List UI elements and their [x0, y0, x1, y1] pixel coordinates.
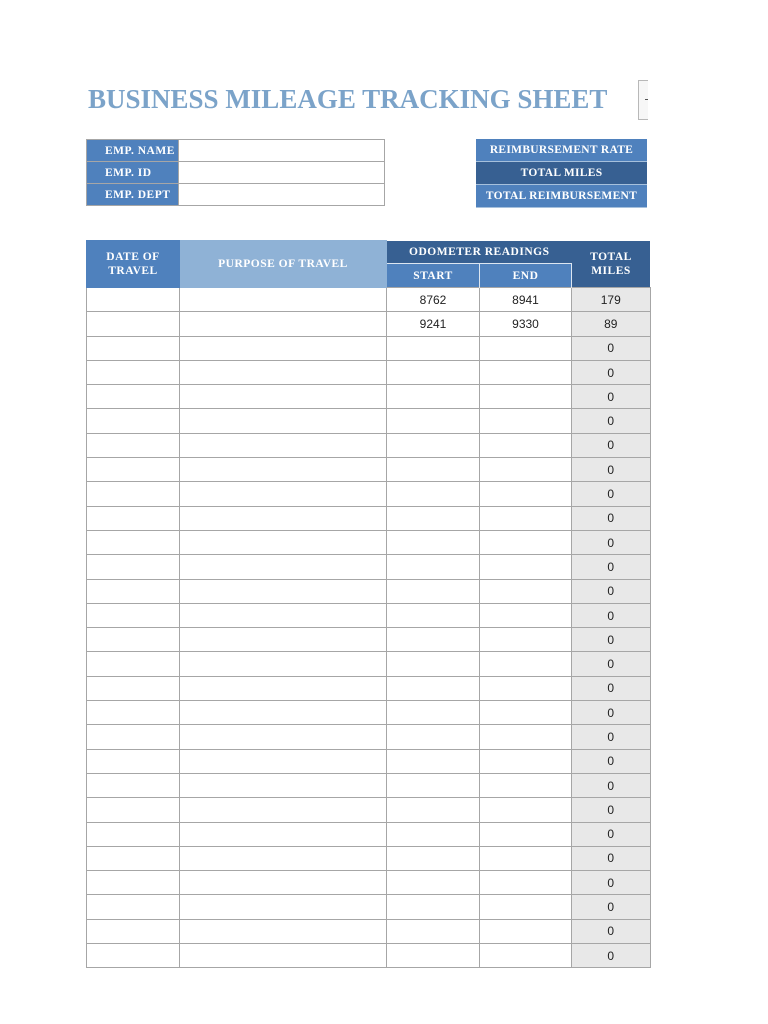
purpose-cell[interactable] — [180, 846, 387, 870]
purpose-cell[interactable] — [180, 458, 387, 482]
odometer-end-cell[interactable] — [480, 652, 572, 676]
date-cell[interactable] — [87, 336, 180, 360]
purpose-of-travel-header: PURPOSE OF TRAVEL — [180, 241, 387, 288]
odometer-start-cell[interactable] — [387, 944, 480, 968]
purpose-cell[interactable] — [180, 433, 387, 457]
odometer-end-cell[interactable] — [480, 895, 572, 919]
date-cell[interactable] — [87, 798, 180, 822]
date-cell[interactable] — [87, 530, 180, 554]
odometer-start-cell[interactable] — [387, 458, 480, 482]
total-miles-label: TOTAL MILES — [476, 162, 647, 185]
employee-info-table — [86, 139, 385, 206]
odometer-end-cell[interactable] — [480, 676, 572, 700]
odometer-start-cell[interactable] — [387, 773, 480, 797]
table-row — [87, 944, 651, 968]
table-row — [87, 822, 651, 846]
odometer-end-cell[interactable] — [480, 579, 572, 603]
odometer-start-cell[interactable] — [387, 579, 480, 603]
date-cell[interactable] — [87, 312, 180, 336]
odometer-start-cell[interactable] — [387, 895, 480, 919]
odometer-end-cell[interactable] — [480, 482, 572, 506]
odometer-readings-header: ODOMETER READINGS — [387, 241, 572, 264]
total-miles-cell: 0 — [572, 822, 651, 846]
odometer-end-cell[interactable] — [480, 846, 572, 870]
purpose-cell[interactable] — [180, 919, 387, 943]
total-miles-cell: 0 — [572, 458, 651, 482]
purpose-cell[interactable] — [180, 944, 387, 968]
odometer-end-cell[interactable] — [480, 725, 572, 749]
purpose-cell[interactable] — [180, 288, 387, 312]
total-miles-cell: 0 — [572, 749, 651, 773]
purpose-cell[interactable] — [180, 409, 387, 433]
table-row — [87, 846, 651, 870]
table-row — [87, 749, 651, 773]
purpose-cell[interactable] — [180, 871, 387, 895]
odometer-start-cell[interactable] — [387, 822, 480, 846]
odometer-end-cell[interactable] — [480, 749, 572, 773]
table-row — [87, 360, 651, 384]
odometer-end-cell[interactable] — [480, 458, 572, 482]
table-row — [87, 579, 651, 603]
purpose-cell[interactable] — [180, 773, 387, 797]
date-cell[interactable] — [87, 628, 180, 652]
odometer-end-cell[interactable] — [480, 336, 572, 360]
total-miles-cell: 0 — [572, 652, 651, 676]
odometer-start-header: START — [387, 264, 480, 288]
date-cell[interactable] — [87, 822, 180, 846]
total-miles-cell: 0 — [572, 895, 651, 919]
total-miles-cell: 0 — [572, 433, 651, 457]
odometer-end-cell[interactable] — [480, 506, 572, 530]
reimbursement-summary-table — [476, 139, 647, 208]
odometer-start-cell[interactable] — [387, 482, 480, 506]
purpose-cell[interactable] — [180, 749, 387, 773]
odometer-start-cell[interactable]: 9241 — [387, 312, 480, 336]
table-row — [87, 336, 651, 360]
date-cell[interactable] — [87, 871, 180, 895]
odometer-end-cell[interactable] — [480, 530, 572, 554]
date-cell[interactable] — [87, 288, 180, 312]
odometer-start-cell[interactable] — [387, 701, 480, 725]
purpose-cell[interactable] — [180, 798, 387, 822]
purpose-cell[interactable] — [180, 482, 387, 506]
date-cell[interactable] — [87, 385, 180, 409]
total-miles-cell: 0 — [572, 530, 651, 554]
total-miles-cell: 0 — [572, 385, 651, 409]
emp-id-label: EMP. ID — [87, 162, 179, 184]
odometer-start-cell[interactable] — [387, 530, 480, 554]
odometer-start-cell[interactable] — [387, 798, 480, 822]
purpose-cell[interactable] — [180, 725, 387, 749]
purpose-cell[interactable] — [180, 336, 387, 360]
purpose-cell[interactable] — [180, 360, 387, 384]
table-row — [87, 871, 651, 895]
emp-id-field[interactable] — [179, 162, 385, 184]
odometer-start-cell[interactable] — [387, 749, 480, 773]
total-miles-cell: 0 — [572, 798, 651, 822]
total-miles-cell: 0 — [572, 628, 651, 652]
date-of-travel-header: DATE OF TRAVEL — [87, 241, 180, 288]
emp-name-label: EMP. NAME — [87, 140, 179, 162]
date-cell[interactable] — [87, 895, 180, 919]
table-row — [87, 798, 651, 822]
total-miles-cell: 0 — [572, 919, 651, 943]
date-cell[interactable] — [87, 360, 180, 384]
total-miles-cell: 179 — [572, 288, 651, 312]
odometer-end-cell[interactable] — [480, 919, 572, 943]
table-row — [87, 652, 651, 676]
purpose-cell[interactable] — [180, 895, 387, 919]
total-miles-cell: 0 — [572, 506, 651, 530]
total-miles-cell: 0 — [572, 603, 651, 627]
table-row — [87, 603, 651, 627]
total-miles-cell: 0 — [572, 360, 651, 384]
date-cell[interactable] — [87, 579, 180, 603]
purpose-cell[interactable] — [180, 701, 387, 725]
purpose-cell[interactable] — [180, 555, 387, 579]
odometer-end-cell[interactable] — [480, 409, 572, 433]
reimbursement-rate-label: REIMBURSEMENT RATE — [476, 139, 647, 162]
table-row — [87, 385, 651, 409]
total-miles-cell: 0 — [572, 579, 651, 603]
odometer-end-cell[interactable] — [480, 798, 572, 822]
total-miles-header: TOTAL MILES — [572, 241, 651, 288]
purpose-cell[interactable] — [180, 312, 387, 336]
total-miles-cell: 0 — [572, 701, 651, 725]
total-miles-cell: 0 — [572, 773, 651, 797]
odometer-start-cell[interactable] — [387, 385, 480, 409]
table-row — [87, 919, 651, 943]
date-cell[interactable] — [87, 603, 180, 627]
purpose-cell[interactable] — [180, 676, 387, 700]
date-cell[interactable] — [87, 919, 180, 943]
total-miles-cell: 0 — [572, 482, 651, 506]
emp-dept-field[interactable] — [179, 184, 385, 206]
mileage-log-table — [86, 240, 651, 968]
odometer-start-cell[interactable] — [387, 506, 480, 530]
date-cell[interactable] — [87, 482, 180, 506]
total-miles-cell: 0 — [572, 676, 651, 700]
table-row — [87, 773, 651, 797]
total-miles-cell: 0 — [572, 409, 651, 433]
odometer-end-header: END — [480, 264, 572, 288]
date-cell[interactable] — [87, 652, 180, 676]
purpose-cell[interactable] — [180, 628, 387, 652]
purpose-cell[interactable] — [180, 530, 387, 554]
emp-name-field[interactable] — [179, 140, 385, 162]
date-cell[interactable] — [87, 555, 180, 579]
table-row — [87, 433, 651, 457]
odometer-end-cell[interactable] — [480, 628, 572, 652]
date-cell[interactable] — [87, 725, 180, 749]
handle-mark — [645, 99, 648, 100]
table-row — [87, 701, 651, 725]
odometer-end-cell[interactable]: 8941 — [480, 288, 572, 312]
date-cell[interactable] — [87, 433, 180, 457]
total-miles-cell: 0 — [572, 725, 651, 749]
table-row — [87, 725, 651, 749]
total-miles-cell: 0 — [572, 555, 651, 579]
total-miles-cell: 0 — [572, 846, 651, 870]
table-row — [87, 530, 651, 554]
sheet-edge-handle[interactable] — [638, 80, 648, 120]
total-miles-cell: 89 — [572, 312, 651, 336]
odometer-end-cell[interactable] — [480, 944, 572, 968]
table-row — [87, 555, 651, 579]
date-cell[interactable] — [87, 458, 180, 482]
mileage-log-body — [87, 288, 651, 968]
odometer-end-cell[interactable] — [480, 773, 572, 797]
odometer-end-cell[interactable] — [480, 603, 572, 627]
odometer-end-cell[interactable] — [480, 701, 572, 725]
odometer-end-cell[interactable] — [480, 555, 572, 579]
odometer-start-cell[interactable]: 8762 — [387, 288, 480, 312]
odometer-end-cell[interactable] — [480, 433, 572, 457]
odometer-end-cell[interactable] — [480, 871, 572, 895]
odometer-start-cell[interactable] — [387, 871, 480, 895]
odometer-start-cell[interactable] — [387, 725, 480, 749]
odometer-start-cell[interactable] — [387, 603, 480, 627]
date-cell[interactable] — [87, 506, 180, 530]
date-cell[interactable] — [87, 749, 180, 773]
odometer-end-cell[interactable] — [480, 385, 572, 409]
date-cell[interactable] — [87, 676, 180, 700]
purpose-cell[interactable] — [180, 579, 387, 603]
total-miles-cell: 0 — [572, 944, 651, 968]
purpose-cell[interactable] — [180, 385, 387, 409]
table-row — [87, 458, 651, 482]
date-cell[interactable] — [87, 409, 180, 433]
total-miles-cell: 0 — [572, 871, 651, 895]
purpose-cell[interactable] — [180, 652, 387, 676]
odometer-start-cell[interactable] — [387, 628, 480, 652]
total-miles-cell: 0 — [572, 336, 651, 360]
date-cell[interactable] — [87, 846, 180, 870]
table-row — [87, 288, 651, 312]
odometer-start-cell[interactable] — [387, 336, 480, 360]
purpose-cell[interactable] — [180, 822, 387, 846]
odometer-start-cell[interactable] — [387, 409, 480, 433]
purpose-cell[interactable] — [180, 506, 387, 530]
table-row — [87, 628, 651, 652]
odometer-start-cell[interactable] — [387, 652, 480, 676]
date-cell[interactable] — [87, 773, 180, 797]
total-reimbursement-label: TOTAL REIMBURSEMENT — [476, 185, 647, 208]
odometer-end-cell[interactable] — [480, 822, 572, 846]
table-row — [87, 482, 651, 506]
odometer-end-cell[interactable]: 9330 — [480, 312, 572, 336]
odometer-start-cell[interactable] — [387, 433, 480, 457]
table-row — [87, 676, 651, 700]
odometer-start-cell[interactable] — [387, 555, 480, 579]
table-row — [87, 312, 651, 336]
table-row — [87, 506, 651, 530]
odometer-start-cell[interactable] — [387, 360, 480, 384]
purpose-cell[interactable] — [180, 603, 387, 627]
odometer-end-cell[interactable] — [480, 360, 572, 384]
table-row — [87, 895, 651, 919]
page-title: BUSINESS MILEAGE TRACKING SHEET — [88, 84, 608, 114]
date-cell[interactable] — [87, 944, 180, 968]
odometer-start-cell[interactable] — [387, 846, 480, 870]
date-cell[interactable] — [87, 701, 180, 725]
emp-dept-label: EMP. DEPT — [87, 184, 179, 206]
table-row — [87, 409, 651, 433]
odometer-start-cell[interactable] — [387, 676, 480, 700]
odometer-start-cell[interactable] — [387, 919, 480, 943]
